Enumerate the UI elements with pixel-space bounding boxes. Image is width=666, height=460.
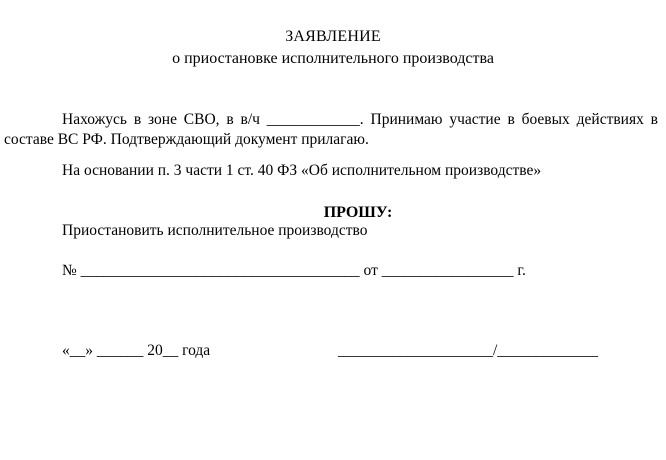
- case-number-line: № ____________________________________ от _________________ г.: [62, 262, 526, 279]
- statement-paragraph: Нахожусь в зоне СВО, в в/ч ____________. Принимаю участие в боевых действиях в составе ВС РФ. Подтверждающий документ прилагаю.: [4, 111, 658, 148]
- document-subtitle: о приостановке исполнительного производства: [172, 50, 494, 67]
- date-line: «__» ______ 20__ года: [62, 342, 211, 359]
- request-text: Приостановить исполнительное производство: [62, 222, 368, 239]
- document-title: ЗАЯВЛЕНИЕ: [285, 28, 381, 45]
- request-heading: ПРОШУ:: [323, 204, 393, 221]
- signature-line: ____________________/_____________: [338, 342, 599, 359]
- legal-basis-paragraph: На основании п. 3 части 1 ст. 40 ФЗ «Об исполнительном производстве»: [62, 162, 542, 179]
